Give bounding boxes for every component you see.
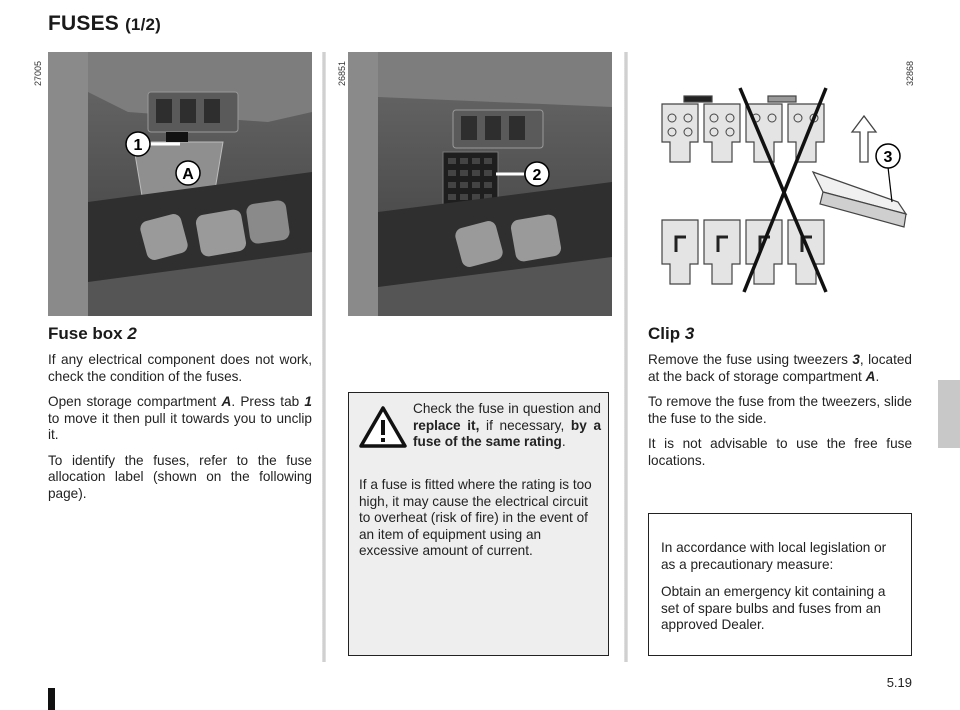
callout-1: 1: [133, 137, 143, 154]
column-divider-left: [322, 52, 326, 662]
illustration-fuse-tweezers: [648, 52, 912, 316]
heading-fuse-box: Fuse box 2: [48, 324, 137, 343]
title-part: (1/2): [125, 15, 162, 34]
column-divider-right: [624, 52, 628, 662]
info-box-emergency-kit: [648, 513, 912, 656]
section-clip: [648, 324, 912, 478]
paragraph-open-compartment: Open storage compartment A. Press tab 1 to move it then pull it towards you to unclip it.: [48, 394, 312, 442]
warning-text-rating: If a fuse is fitted where the rating is too high, it may cause the electrical circuit to overheat (risk of fire) in the event of an item of equipment using an excessive amount of current.: [359, 477, 592, 558]
figure-ref-right: 32868: [905, 60, 915, 86]
corner-mark: [48, 688, 55, 710]
warning-box: [348, 392, 609, 656]
warning-text-check: Check the fuse in question and replace it, if necessary, by a fuse of the same rating.: [413, 401, 602, 449]
title-main: FUSES: [48, 12, 120, 35]
paragraph-slide-fuse: To remove the fuse from the tweezers, slide the fuse to the side.: [648, 394, 912, 426]
paragraph-remove-fuse: Remove the fuse using tweezers 3, located at the back of storage compartment A.: [648, 352, 912, 384]
callout-a: A: [182, 166, 194, 183]
chapter-tab: [938, 380, 960, 448]
paragraph-check: If any electrical component does not work, check the condition of the fuses.: [48, 352, 312, 384]
figure-ref-middle: 26851: [337, 60, 347, 86]
warning-triangle-icon: [359, 405, 407, 449]
callout-2: 2: [532, 167, 542, 184]
info-text-kit: Obtain an emergency kit containing a set of spare bulbs and fuses from an approved Dealer.: [661, 584, 886, 632]
photo-fuse-box-open: [348, 52, 612, 316]
figure-ref-left: 27005: [33, 60, 43, 86]
page-number: 5.19: [886, 675, 912, 690]
info-text-legislation: In accordance with local legislation or as a precautionary measure:: [661, 540, 887, 572]
callout-3: 3: [883, 149, 893, 166]
section-fuse-box: [48, 324, 312, 511]
paragraph-free-locations: It is not advisable to use the free fuse locations.: [648, 436, 912, 468]
photo-fuse-box-compartment: [48, 52, 312, 316]
page-title: [48, 12, 161, 36]
heading-clip: Clip 3: [648, 324, 695, 343]
paragraph-identify: To identify the fuses, refer to the fuse allocation label (shown on the following page).: [48, 452, 312, 501]
